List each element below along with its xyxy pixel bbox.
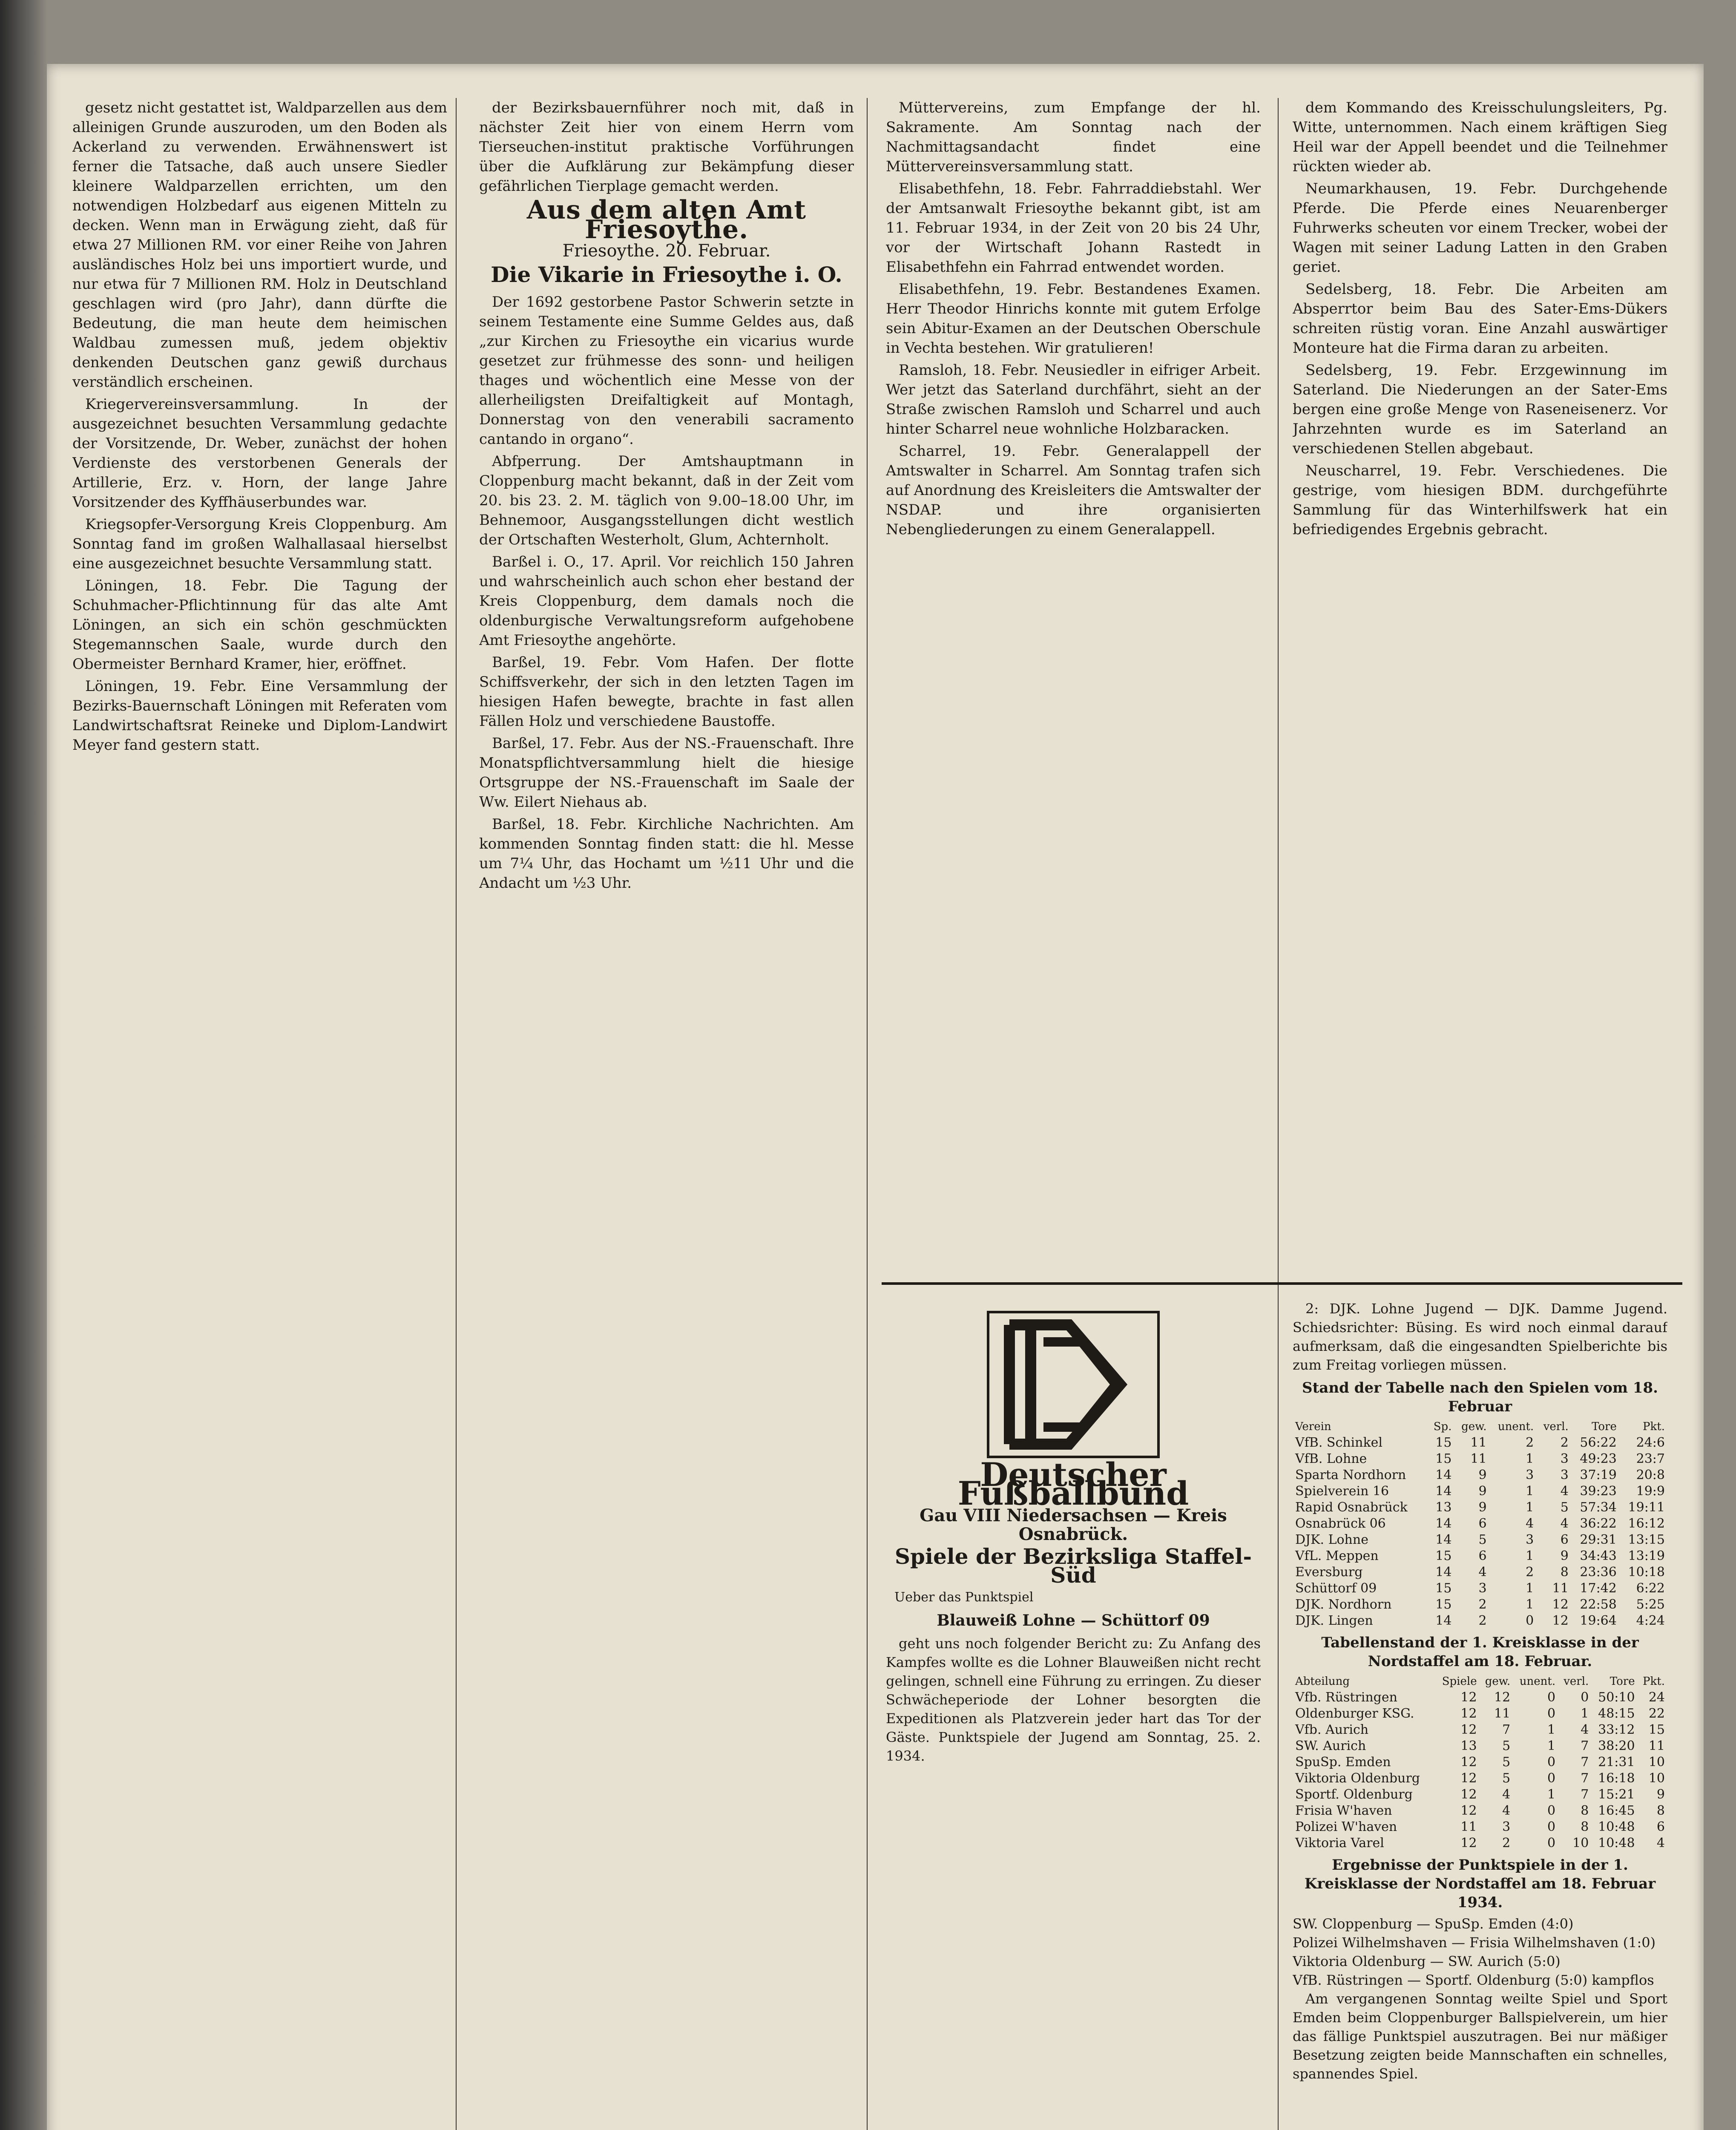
table-row	[1293, 1500, 1667, 1516]
table-cell: 4	[1502, 1787, 1511, 1802]
table-cell: 9	[1478, 1468, 1487, 1482]
table-row	[1293, 1548, 1667, 1564]
table-cell: 0	[1547, 1755, 1556, 1770]
table-row	[1293, 1564, 1667, 1580]
table-header: unent.	[1497, 1420, 1534, 1433]
table-row	[1293, 1835, 1667, 1851]
table-header: Pkt.	[1643, 1420, 1665, 1433]
table-cell: 14	[1435, 1565, 1452, 1580]
table-row	[1293, 1754, 1667, 1770]
table-cell: 12	[1460, 1706, 1477, 1721]
table-header: Sp.	[1433, 1420, 1452, 1433]
table-header: Pkt.	[1643, 1675, 1665, 1688]
table-row	[1293, 1451, 1667, 1467]
table-cell: 2	[1502, 1836, 1511, 1851]
table-cell: 33:12	[1598, 1722, 1635, 1737]
football-gau: Gau VIII Niedersachsen — Kreis Osnabrück.	[920, 1505, 1227, 1544]
paragraph: Neuscharrel, 19. Febr. Verschiedenes. Die gestrige, vom hiesigen BDM. durchgeführte Sammlung für das Winterhilfswerk hat ein befriedigendes Ergebnis gebracht.	[1293, 462, 1667, 538]
table-row	[1293, 1597, 1667, 1613]
table-cell: 2	[1526, 1565, 1534, 1580]
table-cell: 0	[1547, 1836, 1556, 1851]
paragraph: der Bezirksbauernführer noch mit, daß in nächster Zeit hier von einem Herrn vom Tierseuchen-institut praktische Vorführungen über die Aufklärung zur Bekämpfung dieser gefährlichen Tierplage gemacht werden.	[479, 99, 854, 195]
table-cell: 36:22	[1580, 1516, 1617, 1531]
table-cell: Rapid Osnabrück	[1295, 1500, 1408, 1515]
table-cell: 6	[1478, 1516, 1487, 1531]
table-cell: 8	[1581, 1819, 1589, 1834]
table-cell: 9	[1478, 1484, 1487, 1499]
table-header: Abteilung	[1295, 1675, 1350, 1688]
table-cell: 14	[1435, 1613, 1452, 1628]
table-cell: 0	[1547, 1803, 1556, 1818]
table-cell: Eversburg	[1295, 1565, 1363, 1580]
table-cell: 23:36	[1580, 1565, 1617, 1580]
paragraph: Der 1692 gestorbene Pastor Schwerin setzte in seinem Testamente eine Summe Geldes aus, daß „zur Kirchen zu Friesoythe ein vicarius wurde gesetzet zur frühmesse des sonn- und heiligen thages und wöchentlich eine Messe von der allerheiligsten Dreifaltigkeit auf Montagh, Donnerstag von den venerabili sacramento cantando in organo“.	[479, 294, 854, 448]
paragraph: Löningen, 18. Febr. Die Tagung der Schuhmacher-Pflichtinnung für das alte Amt Löningen, an sich ein schön geschmückten Stegemannschen Saale, wurde durch den Obermeister Bernhard Kramer, hier, eröffnet.	[72, 577, 447, 673]
table-row	[1293, 1787, 1667, 1803]
article-heading: Die Vikarie in Friesoythe i. O.	[491, 262, 842, 287]
football-tables	[1293, 1299, 1667, 2130]
paragraph: Müttervereins, zum Empfange der hl. Sakramente. Am Sonntag nach der Nachmittagsandacht findet eine Müttervereinsversammlung statt.	[886, 99, 1261, 175]
table-header: gew.	[1461, 1420, 1487, 1433]
table-cell: Polizei W'haven	[1295, 1819, 1397, 1834]
football-note: Ueber das Punktspiel	[894, 1590, 1034, 1605]
paragraph: Barßel, 17. Febr. Aus der NS.-Frauenschaft. Ihre Monatspflichtversammlung hielt die hiesige Ortsgruppe der NS.-Frauenschaft im Saale der Ww. Eilert Niehaus ab.	[479, 735, 854, 811]
column-2	[479, 98, 854, 2130]
table-cell: 11	[1460, 1819, 1477, 1834]
table-cell: 5	[1502, 1755, 1511, 1770]
table-cell: VfB. Lohne	[1295, 1451, 1367, 1466]
table-header-row	[1293, 1673, 1667, 1690]
table-cell: 1	[1581, 1706, 1589, 1721]
table-cell: 9	[1656, 1787, 1665, 1802]
paragraph: Sedelsberg, 19. Febr. Erzgewinnung im Saterland. Die Niederungen an der Sater-Ems bergen eine große Menge von Raseneisenerz. Vor Jahrzehnten wurde es im Saterland an verschiedenen Stellen abgebaut.	[1293, 362, 1667, 457]
table-cell: 7	[1502, 1722, 1511, 1737]
section-masthead: Aus dem alten Amt Friesoythe.	[526, 195, 807, 245]
table-cell: 22	[1648, 1706, 1665, 1721]
paragraph: Elisabethfehn, 19. Febr. Bestandenes Examen. Herr Theodor Hinrichs konnte mit gutem Erfolge sein Abitur-Examen an der Deutschen Oberschule in Vechta bestehen. Wir gratulieren!	[886, 281, 1261, 357]
table-cell: 5	[1478, 1532, 1487, 1547]
table-cell: Spielverein 16	[1295, 1484, 1389, 1499]
table-cell: Vfb. Aurich	[1295, 1722, 1369, 1737]
paragraph: Barßel, 19. Febr. Vom Hafen. Der flotte Schiffsverkehr, der sich in den letzten Tagen im hiesigen Hafen bewegte, brachte in fast allen Fällen Holz und verschiedene Baustoffe.	[479, 654, 854, 730]
newspaper-page	[47, 64, 1704, 2130]
table-cell: 13	[1435, 1500, 1452, 1515]
table-cell: 57:34	[1580, 1500, 1617, 1515]
table-header: verl.	[1543, 1420, 1569, 1433]
table-cell: Osnabrück 06	[1295, 1516, 1386, 1531]
table-cell: 12	[1552, 1613, 1569, 1628]
table-cell: 17:42	[1580, 1581, 1617, 1596]
table-row	[1293, 1613, 1667, 1629]
football-report: geht uns noch folgender Bericht zu: Zu Anfang des Kampfes wollte es die Lohner Blauweißen nicht recht gelingen, schnell eine Führung zu erringen. Zu dieser Schwächeperiode der Lohner besorgten die Expeditionen als Platzverein jeder hart das Tor der Gäste. Punktspiele der Jugend am Sonntag, 25. 2. 1934.	[886, 1635, 1261, 1764]
table-cell: 24	[1648, 1690, 1665, 1705]
table-cell: 10	[1648, 1771, 1665, 1786]
table-cell: 34:43	[1580, 1549, 1617, 1563]
result-line: Viktoria Oldenburg — SW. Aurich (5:0)	[1293, 1953, 1561, 1969]
table-row	[1293, 1738, 1667, 1754]
table-cell: 39:23	[1580, 1484, 1617, 1499]
table-cell: 0	[1547, 1706, 1556, 1721]
table-cell: 9	[1478, 1500, 1487, 1515]
table-cell: 14	[1435, 1468, 1452, 1482]
table-row	[1293, 1819, 1667, 1835]
football-right-top: 2: DJK. Lohne Jugend — DJK. Damme Jugend. Schiedsrichter: Büsing. Es wird noch einmal darauf aufmerksam, daß die eingesandten Spielberichte bis zum Freitag vorliegen müssen.	[1293, 1301, 1667, 1373]
table-row	[1293, 1690, 1667, 1706]
table-header: gew.	[1485, 1675, 1511, 1688]
table-row	[1293, 1483, 1667, 1500]
paragraph: Neumarkhausen, 19. Febr. Durchgehende Pferde. Die Pferde eines Neuarenberger Fuhrwerks scheuten vor einem Trecker, wobei der Wagen mit seiner Ladung Latten in den Graben geriet.	[1293, 180, 1667, 276]
table-cell: 12	[1460, 1803, 1477, 1818]
standings-table-1	[1293, 1419, 1667, 1629]
table-cell: 1	[1526, 1451, 1534, 1466]
table-cell: 3	[1526, 1532, 1534, 1547]
table-cell: 1	[1547, 1722, 1556, 1737]
table-cell: 10:48	[1598, 1819, 1635, 1834]
table-cell: 3	[1502, 1819, 1511, 1834]
table-header: Tore	[1610, 1675, 1635, 1688]
table-cell: 0	[1581, 1690, 1589, 1705]
table-cell: 6	[1656, 1819, 1665, 1834]
table-cell: DJK. Lohne	[1295, 1532, 1368, 1547]
table-cell: 11	[1494, 1706, 1511, 1721]
table-cell: 0	[1547, 1771, 1556, 1786]
table-cell: 14	[1435, 1532, 1452, 1547]
paragraph: Ramsloh, 18. Febr. Neusiedler in eifriger Arbeit. Wer jetzt das Saterland durchfährt, sieht an der Straße zwischen Ramsloh und Scharrel und auch hinter Scharrel neue wohnliche Holzbaracken.	[886, 362, 1261, 438]
table-header: verl.	[1564, 1675, 1589, 1688]
results-title: Ergebnisse der Punktspiele in der 1. Kreisklasse der Nordstaffel am 18. Februar 1934.	[1304, 1857, 1656, 1911]
table-cell: 4	[1560, 1484, 1569, 1499]
table-cell: 29:31	[1580, 1532, 1617, 1547]
table-cell: 6	[1560, 1532, 1569, 1547]
table-cell: 0	[1547, 1819, 1556, 1834]
table-cell: 12	[1460, 1755, 1477, 1770]
table-cell: 15	[1435, 1435, 1452, 1450]
table-row	[1293, 1580, 1667, 1597]
table-cell: 1	[1526, 1549, 1534, 1563]
table-cell: 0	[1547, 1690, 1556, 1705]
table-cell: 8	[1581, 1803, 1589, 1818]
table-header: Spiele	[1442, 1675, 1477, 1688]
table-cell: 6	[1478, 1549, 1487, 1563]
table-cell: 2	[1478, 1597, 1487, 1612]
table-cell: 15:21	[1598, 1787, 1635, 1802]
table-cell: 4:24	[1636, 1613, 1665, 1628]
paragraph: Abfperrung. Der Amtshauptmann in Cloppenburg macht bekannt, daß in der Zeit vom 20. bis 23. 2. M. täglich von 9.00–18.00 Uhr, im Behnemoor, Ausgangsstellungen dicht westlich der Ortschaften Westerholt, Glum, Achternholt.	[479, 453, 854, 548]
table-cell: 21:31	[1598, 1755, 1635, 1770]
table-row	[1293, 1435, 1667, 1451]
table-cell: Oldenburger KSG.	[1295, 1706, 1414, 1721]
table-cell: 20:8	[1636, 1468, 1665, 1482]
table-cell: 14	[1435, 1484, 1452, 1499]
table-cell: 11	[1552, 1581, 1569, 1596]
table-cell: 8	[1656, 1803, 1665, 1818]
table-cell: 16:12	[1628, 1516, 1665, 1531]
table-cell: 0	[1526, 1613, 1534, 1628]
table-cell: 4	[1560, 1516, 1569, 1531]
table-cell: 4	[1478, 1565, 1487, 1580]
paragraph: Kriegervereinsversammlung. In der ausgezeichnet besuchten Versammlung gedachte der Vorsitzende, Dr. Weber, zunächst der hohen Verdienste des verstorbenen Generals der Artillerie, Erz. v. Horn, der lange Jahre Vorsitzender des Kyffhäuserbundes war.	[72, 396, 447, 511]
table-header: unent.	[1519, 1675, 1556, 1688]
table-cell: 1	[1526, 1597, 1534, 1612]
table-cell: 16:45	[1598, 1803, 1635, 1818]
table-cell: 15	[1648, 1722, 1665, 1737]
table-cell: 12	[1494, 1690, 1511, 1705]
football-section	[886, 1299, 1261, 2130]
table-cell: 7	[1581, 1739, 1589, 1753]
section-divider	[882, 1282, 1682, 1285]
table-cell: 11	[1470, 1451, 1487, 1466]
table-cell: 13:19	[1628, 1549, 1665, 1563]
table-cell: 1	[1547, 1739, 1556, 1753]
paragraph: Scharrel, 19. Febr. Generalappell der Amtswalter in Scharrel. Am Sonntag trafen sich auf Anordnung des Kreisleiters die Amtswalter der NSDAP. und ihre organisierten Nebengliederungen zu einem Generalappell.	[886, 443, 1261, 538]
table-cell: 4	[1526, 1516, 1534, 1531]
table-cell: 7	[1581, 1771, 1589, 1786]
table-row	[1293, 1770, 1667, 1787]
column-divider	[456, 98, 457, 2130]
table2-title: Tabellenstand der 1. Kreisklasse in der Nordstaffel am 18. Februar.	[1321, 1634, 1639, 1670]
table-cell: 12	[1460, 1836, 1477, 1851]
table-cell: 5	[1560, 1500, 1569, 1515]
table-cell: 19:11	[1628, 1500, 1665, 1515]
table-cell: 12	[1460, 1690, 1477, 1705]
table-cell: 24:6	[1636, 1435, 1665, 1450]
table-cell: 3	[1560, 1451, 1569, 1466]
table-cell: 5	[1502, 1739, 1511, 1753]
result-line: VfB. Rüstringen — Sportf. Oldenburg (5:0) kampflos	[1293, 1972, 1654, 1988]
table-cell: Viktoria Oldenburg	[1295, 1771, 1420, 1786]
table-cell: 7	[1581, 1755, 1589, 1770]
table-cell: 10:48	[1598, 1836, 1635, 1851]
paragraph: Barßel i. O., 17. April. Vor reichlich 150 Jahren und wahrscheinlich auch schon eher bestand der Kreis Cloppenburg, dem damals noch die oldenburgische Verwaltungsreform aufgehobene Amt Friesoythe angehörte.	[479, 553, 854, 649]
table-cell: 11	[1470, 1435, 1487, 1450]
standings-table-2	[1293, 1673, 1667, 1851]
table-row	[1293, 1803, 1667, 1819]
table-cell: Vfb. Rüstringen	[1295, 1690, 1397, 1705]
table-cell: 1	[1526, 1500, 1534, 1515]
column-1	[72, 98, 447, 2130]
table-cell: Sportf. Oldenburg	[1295, 1787, 1413, 1802]
paragraph: dem Kommando des Kreisschulungsleiters, Pg. Witte, unternommen. Nach einem kräftigen Sieg Heil war der Appell beendet und die Teilnehmer rückten wieder ab.	[1293, 99, 1667, 175]
table-cell: 1	[1547, 1787, 1556, 1802]
column-3	[886, 98, 1261, 1274]
football-title: Deutscher Fußballbund	[957, 1456, 1189, 1512]
result-line: Polizei Wilhelmshaven — Frisia Wilhelmshaven (1:0)	[1293, 1934, 1656, 1951]
table-cell: 50:10	[1598, 1690, 1635, 1705]
table-cell: 4	[1581, 1722, 1589, 1737]
table-row	[1293, 1532, 1667, 1548]
table-cell: 49:23	[1580, 1451, 1617, 1466]
table-cell: 2	[1478, 1613, 1487, 1628]
table1-title: Stand der Tabelle nach den Spielen vom 18. Februar	[1302, 1379, 1658, 1415]
table-header: Tore	[1592, 1420, 1617, 1433]
table-cell: Schüttorf 09	[1295, 1581, 1377, 1596]
table-cell: 6:22	[1636, 1581, 1665, 1596]
table-cell: VfL. Meppen	[1295, 1549, 1379, 1563]
paragraph: Elisabethfehn, 18. Febr. Fahrraddiebstahl. Wer der Amtsanwalt Friesoythe bekannt gibt, ist am 11. Februar 1934, in der Zeit von 20 bis 24 Uhr, vor der Wirtschaft Johann Rastedt in Elisabethfehn ein Fahrrad entwendet worden.	[886, 180, 1261, 276]
table-cell: 2	[1560, 1435, 1569, 1450]
table-cell: 2	[1526, 1435, 1534, 1450]
table-cell: 23:7	[1636, 1451, 1665, 1466]
table-cell: 15	[1435, 1581, 1452, 1596]
table-cell: 22:58	[1580, 1597, 1617, 1612]
paragraph: gesetz nicht gestattet ist, Waldparzellen aus dem alleinigen Grunde auszuroden, um den Boden als Ackerland zu verwenden. Erwähnenswert ist ferner die Tatsache, daß auch unsere Siedler kleinere Waldparzellen errichten, um den notwendigen Holzbedarf aus eigenen Mitteln zu decken. Wenn man in Erwägung zieht, daß für etwa 27 Millionen RM. vor einer Reihe von Jahren ausländisches Holz bei uns importiert wurde, und nur etwa für 7 Millionen RM. Holz in Deutschland geschlagen wird (pro Jahr), dann dürfte die Bedeutung, die man heute dem heimischen Waldbau zumessen muß, jedem objektiv denkenden Deutschen ganz gewiß durchaus verständlich erscheinen.	[72, 99, 447, 391]
table-cell: 4	[1656, 1836, 1665, 1851]
table-row	[1293, 1706, 1667, 1722]
table-cell: 5:25	[1636, 1597, 1665, 1612]
book-binding	[0, 0, 47, 2130]
table-cell: 15	[1435, 1549, 1452, 1563]
table-cell: 12	[1552, 1597, 1569, 1612]
table-row	[1293, 1516, 1667, 1532]
paragraph: Sedelsberg, 18. Febr. Die Arbeiten am Absperrtor beim Bau des Sater-Ems-Dükers schreiten rüstig voran. Eine Anzahl auswärtiger Monteure hat die Firma daran zu arbeiten.	[1293, 281, 1667, 357]
table-cell: 9	[1560, 1549, 1569, 1563]
football-match: Blauweiß Lohne — Schüttorf 09	[937, 1612, 1210, 1629]
table-cell: 56:22	[1580, 1435, 1617, 1450]
table-cell: 3	[1478, 1581, 1487, 1596]
paragraph: Kriegsopfer-Versorgung Kreis Cloppenburg. Am Sonntag fand im großen Walhallasaal hierselbst eine ausgezeichnet besuchte Versammlung statt.	[72, 516, 447, 572]
table-cell: 3	[1526, 1468, 1534, 1482]
table-cell: 48:15	[1598, 1706, 1635, 1721]
paragraph: Löningen, 19. Febr. Eine Versammlung der Bezirks-Bauernschaft Löningen mit Referaten vom Landwirtschaftsrat Reineke und Diplom-Landwirt Meyer fand gestern statt.	[72, 678, 447, 754]
table-cell: 4	[1502, 1803, 1511, 1818]
table-cell: Viktoria Varel	[1295, 1836, 1384, 1851]
table-cell: SW. Aurich	[1295, 1739, 1366, 1753]
table-cell: 1	[1526, 1484, 1534, 1499]
table-cell: 13:15	[1628, 1532, 1665, 1547]
table-cell: 15	[1435, 1597, 1452, 1612]
column-divider	[1278, 98, 1279, 2130]
table-row	[1293, 1467, 1667, 1483]
column-4	[1293, 98, 1667, 1274]
result-line: SW. Cloppenburg — SpuSp. Emden (4:0)	[1293, 1916, 1574, 1932]
table-cell: 1	[1526, 1581, 1534, 1596]
table-cell: 10:18	[1628, 1565, 1665, 1580]
table-cell: 12	[1460, 1787, 1477, 1802]
table-cell: Sparta Nordhorn	[1295, 1468, 1406, 1482]
table-cell: 16:18	[1598, 1771, 1635, 1786]
football-closing: Am vergangenen Sonntag weilte Spiel und Sport Emden beim Cloppenburger Ballspielverein, um hier das fällige Punktspiel auszutragen. Bei nur mäßiger Besetzung zeigten beide Mannschaften ein schnelles, spannendes Spiel.	[1293, 1991, 1667, 2082]
football-heading: Spiele der Bezirksliga Staffel-Süd	[894, 1544, 1252, 1588]
table-cell: 8	[1560, 1565, 1569, 1580]
table-header-row	[1293, 1419, 1667, 1435]
table-cell: 19:9	[1636, 1484, 1665, 1499]
table-cell: 7	[1581, 1787, 1589, 1802]
table-header: Verein	[1295, 1420, 1331, 1433]
table-cell: 10	[1648, 1755, 1665, 1770]
table-row	[1293, 1722, 1667, 1738]
table-cell: 38:20	[1598, 1739, 1635, 1753]
table-cell: Frisia W'haven	[1295, 1803, 1392, 1818]
table-cell: 5	[1502, 1771, 1511, 1786]
table-cell: 12	[1460, 1722, 1477, 1737]
table-cell: 11	[1648, 1739, 1665, 1753]
table-cell: DJK. Lingen	[1295, 1613, 1373, 1628]
table-cell: DJK. Nordhorn	[1295, 1597, 1392, 1612]
paragraph: Barßel, 18. Febr. Kirchliche Nachrichten. Am kommenden Sonntag finden statt: die hl. Messe um 7¼ Uhr, das Hochamt um ½11 Uhr und die Andacht um ½3 Uhr.	[479, 816, 854, 892]
table-cell: 12	[1460, 1771, 1477, 1786]
table-cell: 13	[1460, 1739, 1477, 1753]
table-cell: VfB. Schinkel	[1295, 1435, 1383, 1450]
table-cell: 15	[1435, 1451, 1452, 1466]
table-cell: 19:64	[1580, 1613, 1617, 1628]
table-cell: SpuSp. Emden	[1295, 1755, 1391, 1770]
dateline: Friesoythe. 20. Februar.	[562, 241, 771, 261]
dfb-logo-icon	[984, 1308, 1163, 1461]
table-cell: 10	[1572, 1836, 1589, 1851]
table-cell: 3	[1560, 1468, 1569, 1482]
table-cell: 14	[1435, 1516, 1452, 1531]
column-divider	[867, 98, 868, 2130]
table-cell: 37:19	[1580, 1468, 1617, 1482]
